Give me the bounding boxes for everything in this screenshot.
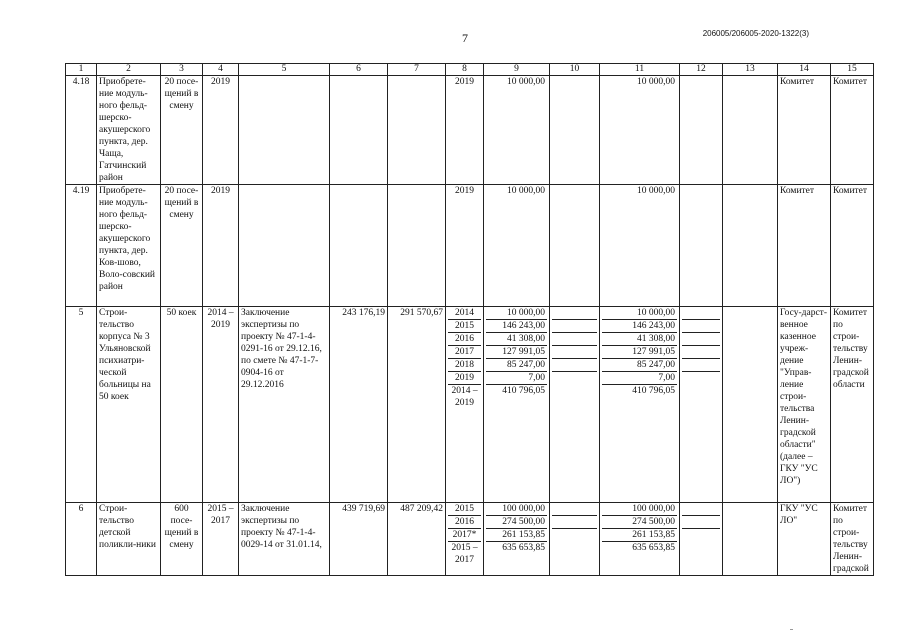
column-10 <box>550 76 600 185</box>
column-header: 13 <box>723 64 778 76</box>
total-amount: 261 153,85 <box>486 529 547 542</box>
budget-amount-cell <box>600 307 680 503</box>
responsible: Комитет <box>831 185 874 307</box>
expertise <box>239 76 330 185</box>
period: 2014 – 2019 <box>203 307 239 503</box>
column-13 <box>723 307 778 503</box>
empty-line <box>682 372 720 385</box>
capacity: 600 посе-щений в смену <box>161 503 203 576</box>
column-10 <box>550 307 600 503</box>
customer: Комитет <box>778 76 831 185</box>
year: 2016 <box>448 333 481 346</box>
empty-line <box>552 503 597 516</box>
row-number: 6 <box>66 503 97 576</box>
estimated-cost <box>330 185 388 307</box>
empty-line <box>682 307 720 320</box>
expertise: Заключение экспертизы по проекту № 47-1-4-0291-16 от 29.12.16, по смете № 47-1-7-0904-16 от 29.12.2016 <box>239 307 330 503</box>
budget-amount: 410 796,05 <box>632 386 675 396</box>
year: 2017 <box>448 346 481 359</box>
column-12 <box>680 185 723 307</box>
column-header: 15 <box>831 64 874 76</box>
budget-amount: 41 308,00 <box>602 333 677 346</box>
current-cost <box>388 185 446 307</box>
year: 2017* <box>448 529 481 542</box>
total-amount: 10 000,00 <box>507 186 545 196</box>
total-amount: 635 653,85 <box>502 543 545 553</box>
year-cell <box>446 76 484 185</box>
total-amount: 127 991,05 <box>486 346 547 359</box>
total-amount: 146 243,00 <box>486 320 547 333</box>
estimated-cost <box>330 76 388 185</box>
table-row <box>66 503 874 576</box>
customer: Комитет <box>778 185 831 307</box>
column-10 <box>550 185 600 307</box>
object-name: Строи-тельство детской поликли-ники <box>97 503 161 576</box>
empty-line <box>552 516 597 529</box>
empty-line <box>682 529 720 542</box>
column-number-row <box>66 64 874 76</box>
expertise: Заключение экспертизы по проекту № 47-1-4-0029-14 от 31.01.14, <box>239 503 330 576</box>
budget-amount: 261 153,85 <box>602 529 677 542</box>
column-header: 9 <box>484 64 550 76</box>
customer: ГКУ "УС ЛО" <box>778 503 831 576</box>
total-amount-cell <box>484 307 550 503</box>
column-header: 10 <box>550 64 600 76</box>
table-row <box>66 185 874 307</box>
budget-amount: 274 500,00 <box>602 516 677 529</box>
year: 2019 <box>455 186 474 196</box>
column-header: 14 <box>778 64 831 76</box>
expertise <box>239 185 330 307</box>
budget-amount: 635 653,85 <box>632 543 675 553</box>
total-amount: 410 796,05 <box>502 386 545 396</box>
year: 2018 <box>448 359 481 372</box>
capacity: 20 посе-щений в смену <box>161 185 203 307</box>
total-amount: 85 247,00 <box>486 359 547 372</box>
year-cell <box>446 503 484 576</box>
estimated-cost: 243 176,19 <box>330 307 388 503</box>
empty-line <box>682 516 720 529</box>
total-amount: 41 308,00 <box>486 333 547 346</box>
column-header: 8 <box>446 64 484 76</box>
budget-amount-cell <box>600 185 680 307</box>
total-amount-cell <box>484 185 550 307</box>
year: 2015 – 2017 <box>451 543 478 565</box>
object-name: Приобрете-ние модуль-ного фельд-шерско-акушерского пункта, дер. Ков-шово, Воло-совский район <box>97 185 161 307</box>
empty-line <box>552 320 597 333</box>
column-10 <box>550 503 600 576</box>
year: 2019 <box>448 372 481 385</box>
capacity: 50 коек <box>161 307 203 503</box>
column-header: 4 <box>203 64 239 76</box>
period: 2019 <box>203 76 239 185</box>
column-12 <box>680 503 723 576</box>
column-header: 11 <box>600 64 680 76</box>
column-header: 1 <box>66 64 97 76</box>
column-header: 3 <box>161 64 203 76</box>
column-header: 7 <box>388 64 446 76</box>
current-cost: 487 209,42 <box>388 503 446 576</box>
total-amount: 274 500,00 <box>486 516 547 529</box>
row-number: 4.19 <box>66 185 97 307</box>
budget-amount-cell <box>600 503 680 576</box>
column-12 <box>680 307 723 503</box>
document-code: 206005/206005-2020-1322(3) <box>702 29 809 38</box>
period: 2015 – 2017 <box>203 503 239 576</box>
year: 2016 <box>448 516 481 529</box>
budget-amount: 10 000,00 <box>602 307 677 320</box>
current-cost <box>388 76 446 185</box>
budget-amount: 127 991,05 <box>602 346 677 359</box>
column-header: 5 <box>239 64 330 76</box>
empty-line <box>552 359 597 372</box>
object-name: Строи-тельство корпуса № 3 Ульяновской психиатри-ческой больницы на 50 коек <box>97 307 161 503</box>
total-amount: 10 000,00 <box>486 307 547 320</box>
column-13 <box>723 503 778 576</box>
empty-line <box>682 333 720 346</box>
empty-line <box>552 529 597 542</box>
object-name: Приобрете-ние модуль-ного фельд-шерско-акушерского пункта, дер. Чаща, Гатчинский район <box>97 76 161 185</box>
total-amount-cell <box>484 76 550 185</box>
year: 2014 <box>448 307 481 320</box>
year-cell <box>446 185 484 307</box>
year: 2019 <box>455 77 474 87</box>
budget-amount: 85 247,00 <box>602 359 677 372</box>
empty-line <box>682 346 720 359</box>
column-header: 2 <box>97 64 161 76</box>
total-amount-cell <box>484 503 550 576</box>
total-amount: 10 000,00 <box>507 77 545 87</box>
budget-amount: 146 243,00 <box>602 320 677 333</box>
budget-amount: 10 000,00 <box>637 77 675 87</box>
total-amount: 7,00 <box>486 372 547 385</box>
empty-line <box>682 359 720 372</box>
budget-amount: 100 000,00 <box>602 503 677 516</box>
empty-line <box>682 320 720 333</box>
year: 2015 <box>448 320 481 333</box>
column-12 <box>680 76 723 185</box>
year-cell <box>446 307 484 503</box>
table-row <box>66 76 874 185</box>
program-table <box>65 63 874 576</box>
empty-line <box>552 346 597 359</box>
responsible: Комитет по строи-тельству Ленин-градской области <box>831 307 874 503</box>
row-number: 4.18 <box>66 76 97 185</box>
empty-line <box>682 503 720 516</box>
budget-amount: 7,00 <box>602 372 677 385</box>
period: 2019 <box>203 185 239 307</box>
responsible: Комитет по строи-тельству Ленин-градской <box>831 503 874 576</box>
empty-line <box>552 372 597 385</box>
responsible: Комитет <box>831 76 874 185</box>
year: 2015 <box>448 503 481 516</box>
budget-amount: 10 000,00 <box>637 186 675 196</box>
estimated-cost: 439 719,69 <box>330 503 388 576</box>
empty-line <box>552 333 597 346</box>
row-number: 5 <box>66 307 97 503</box>
customer: Госу-дарст-венное казенное учреж-дение "Управ-ление строи-тельства Ленин-градской области" (далее – ГКУ "УС ЛО") <box>778 307 831 503</box>
column-13 <box>723 185 778 307</box>
column-header: 12 <box>680 64 723 76</box>
year: 2014 – 2019 <box>451 386 478 408</box>
empty-line <box>552 307 597 320</box>
budget-amount-cell <box>600 76 680 185</box>
column-13 <box>723 76 778 185</box>
total-amount: 100 000,00 <box>486 503 547 516</box>
column-header: 6 <box>330 64 388 76</box>
table-row <box>66 307 874 503</box>
scan-mark <box>790 629 793 630</box>
current-cost: 291 570,67 <box>388 307 446 503</box>
capacity: 20 посе-щений в смену <box>161 76 203 185</box>
page-number: 7 <box>462 31 468 45</box>
